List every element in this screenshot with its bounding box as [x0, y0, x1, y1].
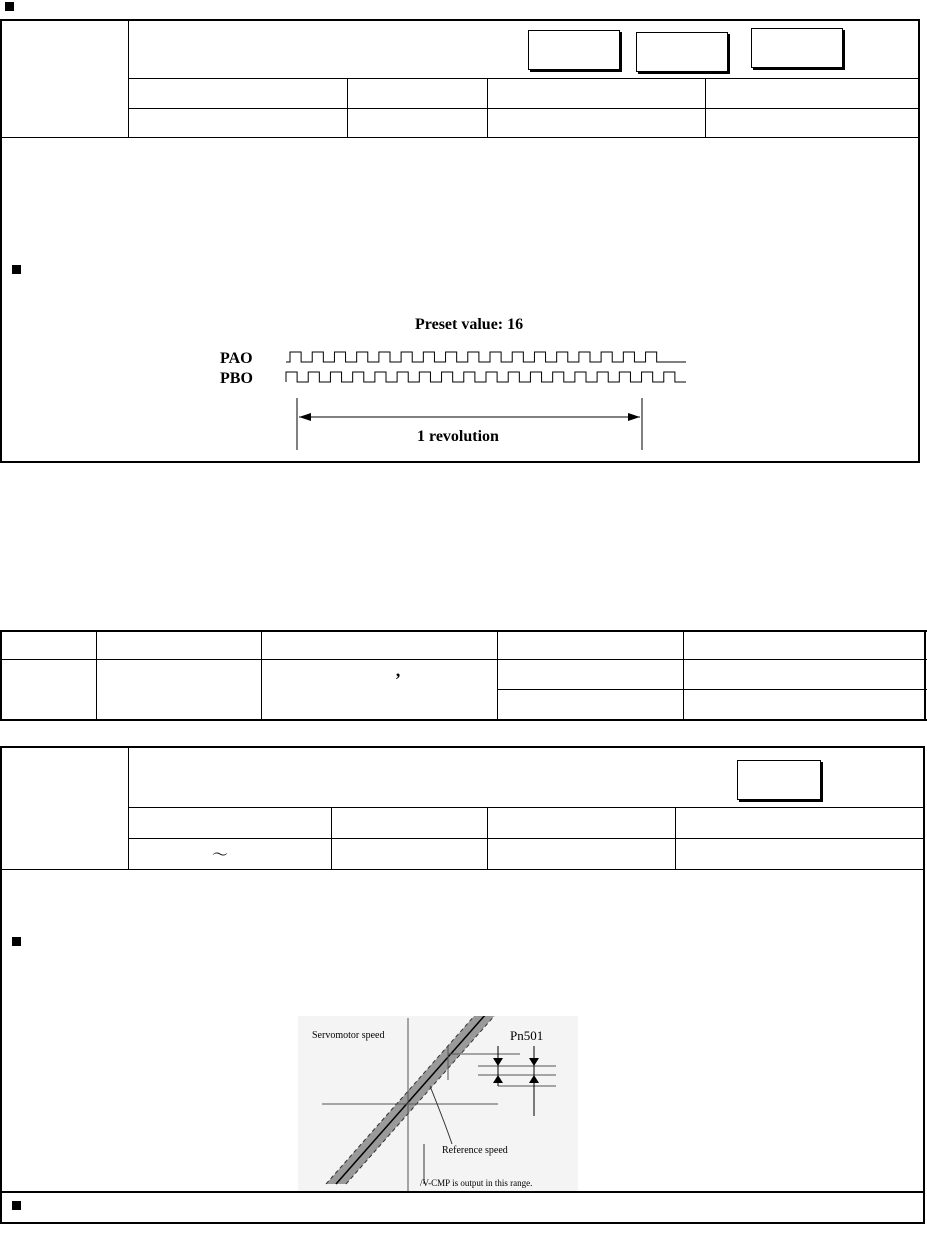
table-comma: ‚ — [395, 660, 401, 680]
signal-table — [0, 630, 927, 721]
black-square-icon — [12, 265, 21, 274]
signal-b-label: PBO — [220, 370, 253, 387]
vcmp-output-note: /V-CMP is output in this range. — [420, 1178, 533, 1188]
black-square-icon — [12, 1201, 21, 1210]
arrow-right-head — [628, 413, 640, 421]
block2-row-line-1 — [128, 807, 925, 808]
pao-waveform — [286, 352, 686, 362]
black-square-icon — [12, 937, 21, 946]
block2-col-line-1 — [331, 807, 332, 869]
revolution-label: 1 revolution — [417, 428, 499, 445]
block1-col-line-2 — [487, 78, 488, 137]
block2-col-line-2 — [487, 807, 488, 869]
black-square-icon — [5, 2, 14, 11]
block1-header-bottom — [0, 137, 920, 138]
block2-row-line-2 — [128, 838, 925, 839]
servomotor-speed-label: Servomotor speed — [312, 1030, 385, 1041]
block2-header-bottom — [0, 869, 925, 870]
mode-badge-2 — [636, 32, 728, 72]
pn501-label: Pn501 — [510, 1028, 544, 1043]
block2-col-line-3 — [675, 807, 676, 869]
signal-a-label: PAO — [220, 350, 253, 367]
block1-row-line-1 — [128, 78, 920, 79]
mode-badge-1 — [528, 30, 620, 70]
pulse-output-diagram — [200, 310, 720, 455]
preset-value-label: Preset value: 16 — [415, 316, 524, 333]
range-tilde: ～ — [212, 847, 229, 864]
arrow-left-head — [299, 413, 311, 421]
block1-row-line-2 — [128, 108, 920, 109]
block1-col-line-1 — [347, 78, 348, 137]
pbo-waveform — [286, 372, 686, 382]
mode-badge-3 — [751, 28, 843, 68]
reference-speed-label: Reference speed — [442, 1145, 508, 1156]
block2-footer-line — [0, 1191, 925, 1193]
mode-badge-4 — [737, 760, 821, 800]
speed-coincidence-diagram — [298, 1016, 578, 1192]
block1-col-line-3 — [705, 78, 706, 137]
